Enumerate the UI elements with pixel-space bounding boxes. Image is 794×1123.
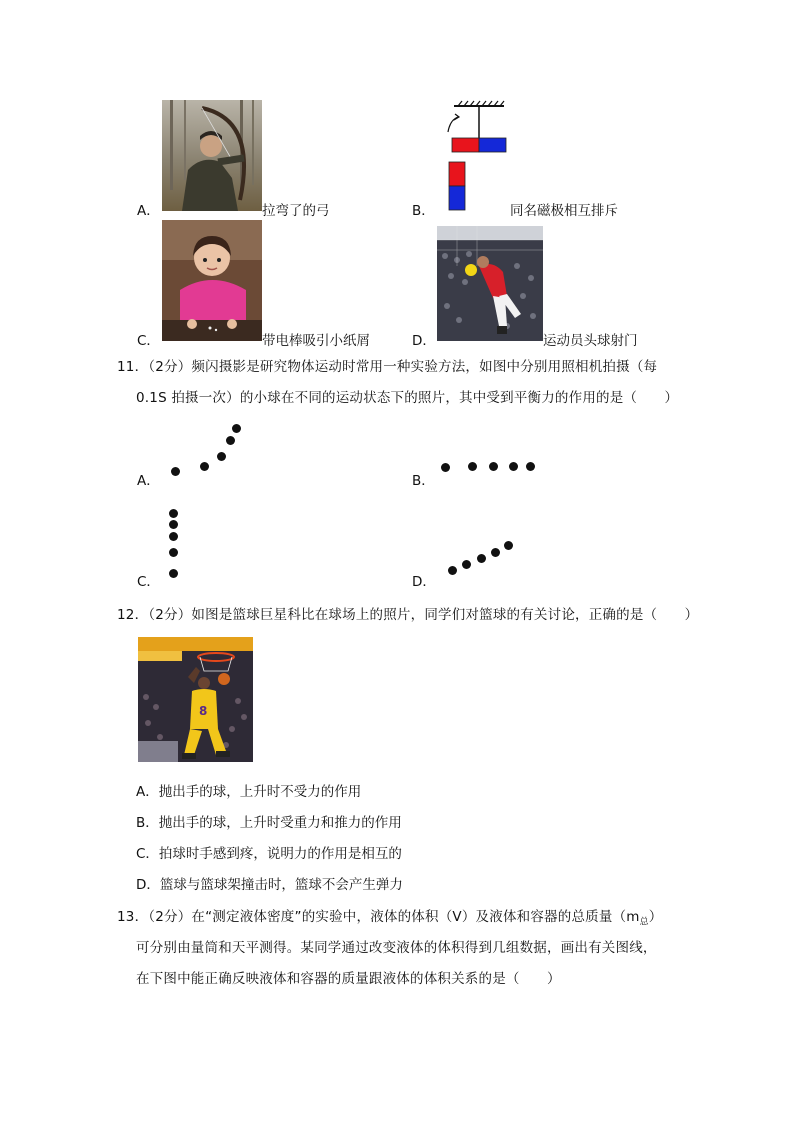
- dot: [200, 462, 209, 471]
- dot: [509, 462, 518, 471]
- dot: [169, 520, 178, 529]
- dot: [169, 509, 178, 518]
- magnet-diagram: [440, 100, 510, 212]
- q10-option-d-caption: 运动员头球射门: [543, 333, 638, 349]
- q11-option-b-letter: B．: [412, 473, 435, 489]
- q10-option-d-letter: D．: [412, 333, 436, 349]
- q13-stem-line2: 可分别由量筒和天平测得。某同学通过改变液体的体积得到几组数据，画出有关图线，: [136, 940, 657, 956]
- q13-subscript: 总: [639, 917, 649, 928]
- dot: [489, 462, 498, 471]
- dot: [462, 560, 471, 569]
- dot: [226, 436, 235, 445]
- q10-option-a-letter: A．: [137, 203, 160, 219]
- dot: [477, 554, 486, 563]
- q13-stem-line1: [117, 905, 663, 928]
- dot: [232, 424, 241, 433]
- dot: [169, 569, 178, 578]
- q10-option-c-letter: C．: [137, 333, 160, 349]
- dot: [169, 532, 178, 541]
- q11-stem-line2: 0.1S 拍摄一次）的小球在不同的运动状态下的照片，其中受到平衡力的作用的是（ ）: [136, 390, 679, 406]
- dot: [171, 467, 180, 476]
- q12-answer-b: B．抛出手的球，上升时受重力和推力的作用: [136, 815, 402, 831]
- q12-answer-d: D．篮球与篮球架撞击时，篮球不会产生弹力: [136, 877, 403, 893]
- svg-text:8: 8: [199, 704, 208, 718]
- q10-option-b-letter: B．: [412, 203, 435, 219]
- q11-option-a-letter: A．: [137, 473, 160, 489]
- dot: [526, 462, 535, 471]
- q11-dots-a: [165, 420, 245, 480]
- q11-dots-d: [445, 538, 517, 578]
- soccer-photo: [437, 226, 543, 341]
- archer-photo: [162, 100, 262, 211]
- dot: [504, 541, 513, 550]
- q10-option-c-caption: 带电棒吸引小纸屑: [262, 333, 370, 349]
- q13-stem-line3: 在下图中能正确反映液体和容器的质量跟液体的体积关系的是（ ）: [136, 971, 561, 987]
- dot: [468, 462, 477, 471]
- dot: [169, 548, 178, 557]
- basketball-photo: [138, 637, 253, 762]
- q11-option-d-letter: D．: [412, 574, 436, 590]
- q12-answer-c: C．拍球时手感到疼，说明力的作用是相互的: [136, 846, 402, 862]
- dot: [448, 566, 457, 575]
- q12-answer-a: A．抛出手的球，上升时不受力的作用: [136, 784, 362, 800]
- q13-stem-line1-end: ）: [648, 909, 663, 925]
- dot: [441, 463, 450, 472]
- dot: [217, 452, 226, 461]
- q13-stem-line1-main: 13．（2分）在“测定液体密度”的实验中，液体的体积（V）及液体和容器的总质量（m: [117, 909, 640, 925]
- q10-option-a-caption: 拉弯了的弓: [262, 203, 330, 219]
- q11-dots-b: [438, 460, 538, 474]
- q12-stem: 12．（2分）如图是篮球巨星科比在球场上的照片，同学们对篮球的有关讨论，正确的是（ ）: [117, 607, 699, 623]
- q11-option-c-letter: C．: [137, 574, 160, 590]
- q11-stem-line1: 11．（2分）频闪摄影是研究物体运动时常用一种实验方法，如图中分别用照相机拍摄（每: [117, 359, 658, 375]
- q11-dots-c: [166, 505, 182, 583]
- dot: [491, 548, 500, 557]
- q10-option-b-caption: 同名磁极相互排斥: [510, 203, 618, 219]
- girl-photo: [162, 220, 262, 341]
